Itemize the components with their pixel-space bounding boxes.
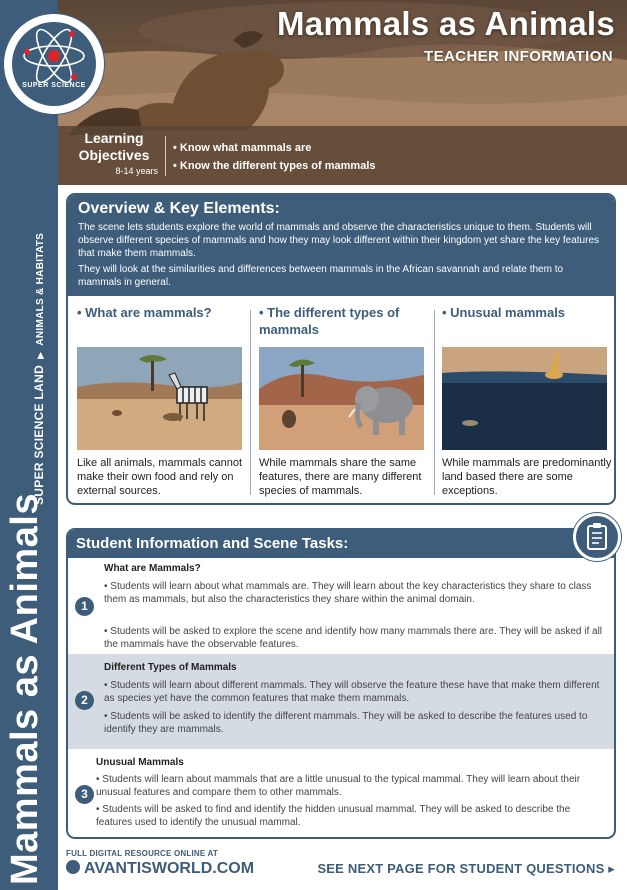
task-item-2 bbox=[68, 654, 614, 749]
zebra-scene-image bbox=[77, 347, 242, 450]
resource-label: FULL DIGITAL RESOURCE ONLINE AT bbox=[66, 849, 218, 858]
task-number-badge: 2 bbox=[75, 691, 94, 710]
task-bullet: • Students will learn about mammals that are a little unusual to the typical mammal. They will learn about their unusual features and compare them to other mammals. bbox=[96, 774, 581, 798]
task-bullet: • Students will learn about what mammals are. They will learn about the key characteristics they share to class them as mammals, but also the characteristics they share within the animal domain. bbox=[104, 581, 592, 605]
learning-objectives-band bbox=[58, 126, 627, 185]
column-divider bbox=[250, 310, 251, 495]
sidebar-breadcrumb bbox=[32, 233, 46, 505]
overview-paragraph: The scene lets students explore the world of mammals and observe the characteristics unique to them. Students will observe different species of mammals and how they may look different within their kingdom yet share the key features that make them mammals. bbox=[78, 222, 600, 259]
task-title: Unusual Mammals bbox=[96, 757, 184, 768]
overview-card bbox=[66, 193, 616, 505]
objectives-list bbox=[173, 139, 376, 175]
avantis-link[interactable] bbox=[66, 860, 254, 878]
page-subtitle: TEACHER INFORMATION bbox=[424, 48, 613, 65]
task-bullet: • Students will be asked to identify the different mammals. They will be asked to describe the features used to identify they are mammals. bbox=[104, 711, 588, 735]
column-text: While mammals are predominantly land based there are some exceptions. bbox=[442, 457, 612, 497]
overview-column-what-are-mammals bbox=[77, 304, 247, 497]
task-bullet: • Students will be asked to find and identify the hidden unusual mammal. They will be asked to describe the features used to identify the unusual mammal. bbox=[96, 804, 571, 828]
hero-banner bbox=[58, 0, 627, 185]
objectives-divider bbox=[165, 136, 166, 176]
avantis-url: AVANTISWORLD.COM bbox=[84, 860, 255, 877]
column-heading: • What are mammals? bbox=[77, 305, 212, 320]
breadcrumb-arrow-icon: ▶ bbox=[35, 351, 45, 359]
objective-item: • Know what mammals are bbox=[173, 142, 312, 154]
column-text: While mammals share the same features, there are many different species of mammals. bbox=[259, 457, 422, 497]
breadcrumb-item-habitats: ANIMALS & HABITATS bbox=[35, 232, 46, 346]
task-bullet: • Students will learn about different mammals. They will observe the feature these have that make them different as species yet have the common features that make them mammals. bbox=[104, 680, 600, 704]
column-heading: • The different types of mammals bbox=[259, 305, 400, 337]
logo-text: SUPER SCIENCE bbox=[22, 82, 86, 89]
overview-column-types-of-mammals bbox=[259, 304, 429, 497]
globe-icon bbox=[66, 860, 80, 874]
atom-icon bbox=[12, 22, 96, 106]
column-divider bbox=[434, 310, 435, 495]
task-bullet: • Students will be asked to explore the scene and identify how many mammals there are. They will be asked if all the mammals have the observable features. bbox=[104, 626, 603, 650]
clipboard-icon bbox=[576, 516, 618, 558]
overview-header bbox=[68, 195, 614, 296]
sidebar-title: Mammals as Animals bbox=[4, 493, 46, 885]
task-number-badge: 3 bbox=[75, 785, 94, 804]
tasks-heading: Student Information and Scene Tasks: bbox=[76, 535, 349, 552]
sidebar bbox=[0, 0, 58, 890]
page-title: Mammals as Animals bbox=[277, 5, 615, 42]
objective-item: • Know the different types of mammals bbox=[173, 160, 376, 172]
task-item-3 bbox=[68, 751, 614, 837]
task-item-1 bbox=[68, 558, 614, 652]
overview-heading: Overview & Key Elements: bbox=[78, 200, 280, 217]
objectives-ages: 8-14 years bbox=[115, 166, 158, 176]
breadcrumb-item-land: SUPER SCIENCE LAND bbox=[32, 364, 46, 505]
objectives-label: Learning Objectives bbox=[78, 130, 150, 163]
tasks-header bbox=[68, 530, 614, 558]
column-text: Like all animals, mammals cannot make their own food and rely on external sources. bbox=[77, 457, 243, 497]
underwater-scene-image bbox=[442, 347, 607, 450]
clipboard-badge bbox=[573, 513, 621, 561]
task-number-badge: 1 bbox=[75, 597, 94, 616]
overview-column-unusual-mammals bbox=[442, 304, 612, 497]
next-page-link[interactable]: SEE NEXT PAGE FOR STUDENT QUESTIONS ▸ bbox=[317, 861, 615, 876]
scene-tasks-card bbox=[66, 528, 616, 839]
column-heading: • Unusual mammals bbox=[442, 305, 566, 320]
task-title: What are Mammals? bbox=[104, 563, 201, 574]
overview-paragraph: They will look at the similarities and differences between mammals in the African savannah and relate them to mammals in general. bbox=[78, 264, 564, 288]
task-title: Different Types of Mammals bbox=[104, 662, 237, 673]
super-science-logo bbox=[4, 14, 104, 114]
elephant-scene-image bbox=[259, 347, 424, 450]
